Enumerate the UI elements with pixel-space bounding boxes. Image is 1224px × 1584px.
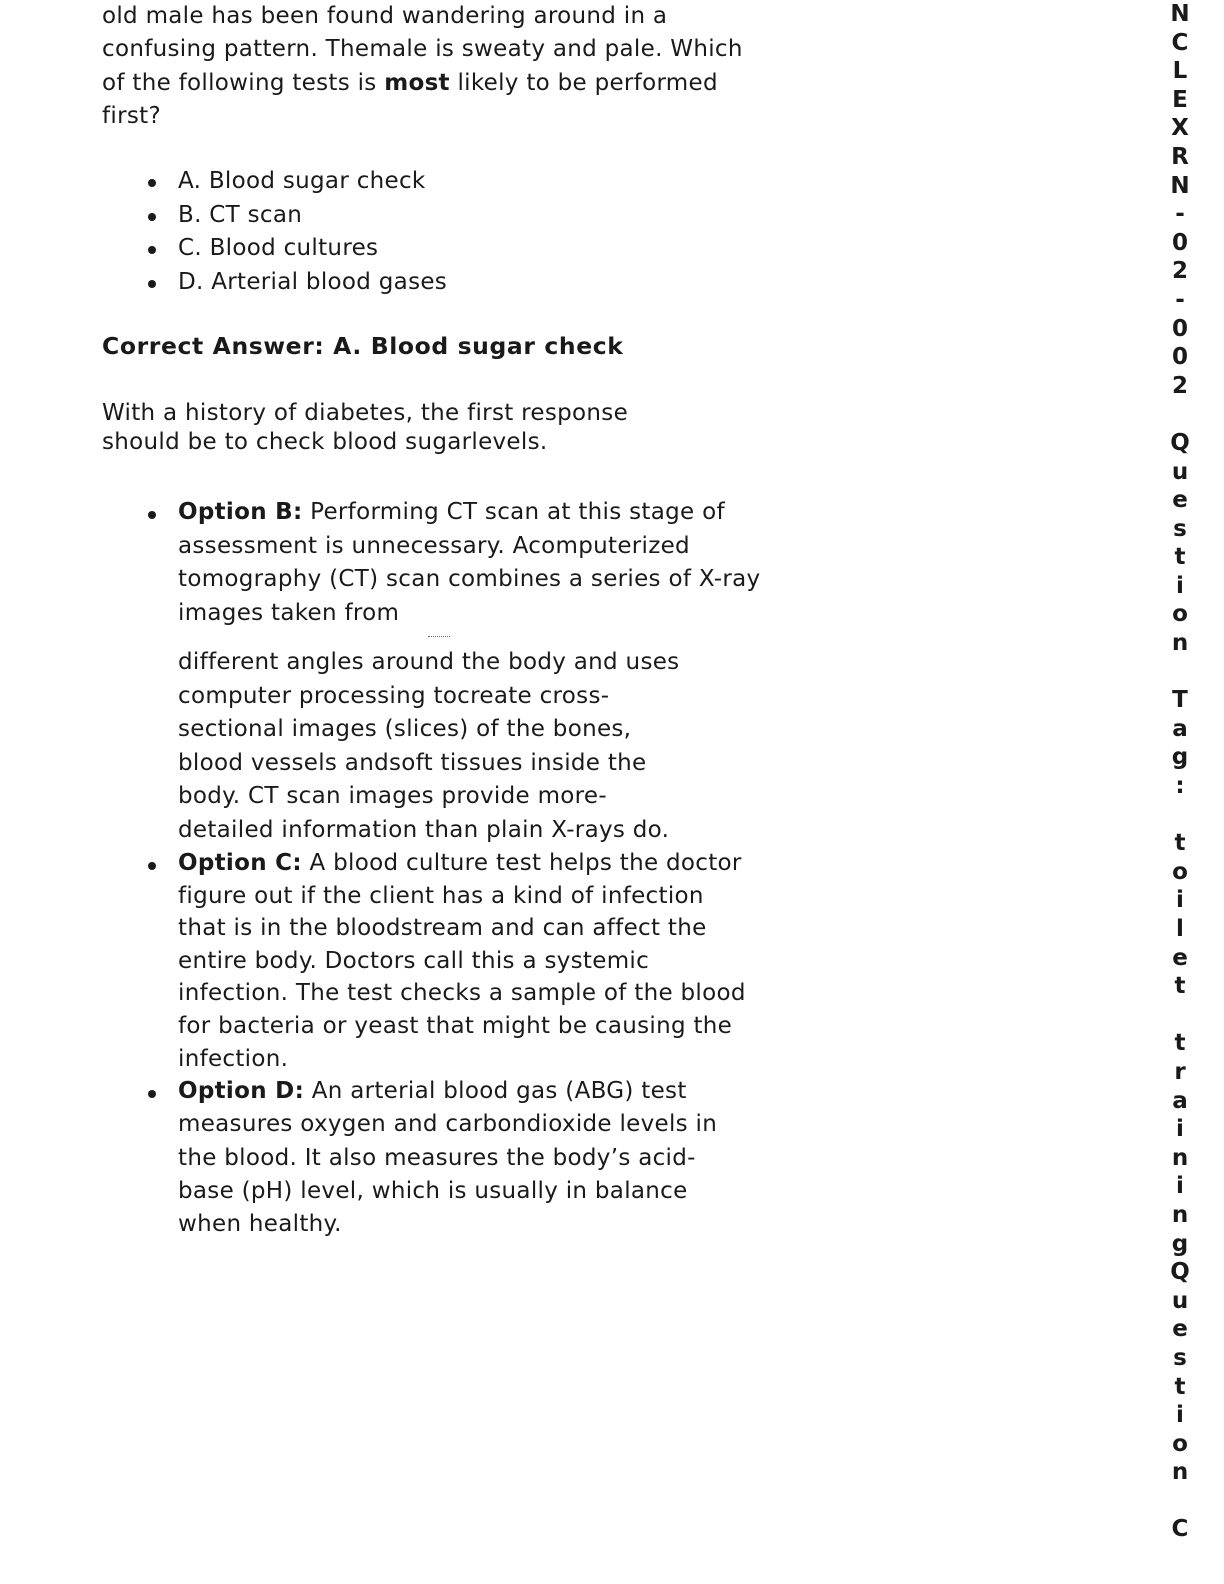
bullet-icon <box>148 511 156 519</box>
stem-line: first? <box>102 102 161 129</box>
side-tag-char: - <box>1175 201 1185 228</box>
explanation-line: blood vessels andsoft tissues inside the <box>178 749 647 776</box>
side-tag-char: X <box>1171 115 1189 142</box>
explanation-line: when healthy. <box>178 1210 342 1237</box>
side-tag-char <box>1166 658 1194 687</box>
bullet-icon <box>148 213 156 221</box>
explanation-line: images taken from <box>178 599 400 626</box>
side-tag-char: t <box>1174 1030 1186 1057</box>
explanation-option-d: Option D: An arterial blood gas (ABG) test measures oxygen and carbondioxide levels in the blood. It also measures the body’s acid- base (pH) level, which is usually in balance when healthy. <box>148 1075 808 1241</box>
explanation-line: different angles around the body and uses <box>178 649 680 675</box>
side-tag-char: r <box>1174 1058 1186 1085</box>
stem-line: old male has been found wandering around in a <box>102 3 668 29</box>
side-tag-char: a <box>1172 1087 1188 1114</box>
explanation-line: measures oxygen and carbondioxide levels in <box>178 1111 718 1138</box>
stem-line: of the following tests is most likely to be performed <box>102 69 718 96</box>
bullet-icon <box>148 280 156 288</box>
side-tag-char: E <box>1172 86 1188 113</box>
side-tag-char: 0 <box>1171 229 1188 256</box>
explanation-line: figure out if the client has a kind of infection <box>178 882 704 909</box>
side-tag-char: R <box>1171 143 1189 170</box>
side-tag-char: n <box>1171 1201 1189 1228</box>
explanation-line: infection. <box>178 1045 289 1072</box>
rationale-line: should be to check blood sugarlevels. <box>102 429 548 455</box>
side-tag-char: Q <box>1170 429 1190 456</box>
side-tag-char: e <box>1172 487 1188 514</box>
side-tag-char: T <box>1172 687 1188 714</box>
explanation-line: computer processing tocreate cross- <box>178 682 610 709</box>
explanation-line: body. CT scan images provide more- <box>178 783 607 809</box>
side-tag-char: i <box>1176 887 1184 914</box>
explanation-line: the blood. It also measures the body’s acid- <box>178 1144 696 1171</box>
explanation-option-c: Option C: A blood culture test helps the doctor figure out if the client has a kind of infection that is in the bloodstream and can affect the entire body. Doctors call this a systemic infection. The test checks a sample of the blood for bacteria or yeast that might be causing the infection. <box>148 847 808 1075</box>
rationale-line: With a history of diabetes, the first response <box>102 400 629 426</box>
side-tag-char: 0 <box>1171 344 1188 371</box>
side-tag-char: N <box>1170 1 1190 27</box>
emphasis-word: most <box>384 69 450 96</box>
side-tag-char: o <box>1172 858 1188 885</box>
side-tag-char: : <box>1175 773 1185 800</box>
side-tag-char: u <box>1171 458 1189 485</box>
bullet-icon <box>148 862 156 870</box>
side-tag-char: a <box>1172 715 1188 742</box>
rationale <box>102 399 628 457</box>
side-tag-char: o <box>1172 601 1188 628</box>
side-tag-char: t <box>1174 1373 1186 1400</box>
option-label: Option C: <box>178 850 302 876</box>
side-tag-char: t <box>1174 830 1186 857</box>
side-tag-char: i <box>1176 572 1184 599</box>
explanation-line: sectional images (slices) of the bones, <box>178 716 632 742</box>
side-tag-char: s <box>1173 1344 1187 1371</box>
side-tag-char: 2 <box>1171 372 1188 399</box>
explanation-line: tomography (CT) scan combines a series of X-ray <box>178 566 761 592</box>
side-tag-char: N <box>1170 172 1190 199</box>
answer-options <box>148 165 447 299</box>
explanation-line: for bacteria or yeast that might be causing the <box>178 1012 733 1039</box>
side-tag-char <box>1166 1001 1194 1030</box>
explanation-line: detailed information than plain X-rays do. <box>178 816 670 843</box>
side-tag-char: e <box>1172 1316 1188 1343</box>
side-tag-char: i <box>1176 1402 1184 1429</box>
page-break-mark <box>428 636 450 638</box>
side-tag-char: 0 <box>1171 315 1188 342</box>
explanation-option-b: Option B: Performing CT scan at this stage of assessment is unnecessary. Acomputerized tomography (CT) scan combines a series of X-ray images taken from different angles around the body and uses computer processing tocreate cross- sectional images (slices) of the bones, blood vessels andsoft tissues inside the body. CT scan images provide more- detailed information than plain X-rays do. <box>148 496 808 847</box>
explanation-line: base (pH) level, which is usually in balance <box>178 1177 688 1204</box>
option-b: B. CT scan <box>148 199 447 233</box>
explanation-line: infection. The test checks a sample of the blood <box>178 980 746 1007</box>
correct-answer-heading: Correct Answer: A. Blood sugar check <box>102 332 624 360</box>
side-tag-char: i <box>1176 1173 1184 1200</box>
side-tag-char: e <box>1172 944 1188 971</box>
side-tag-char <box>1166 400 1194 429</box>
side-tag-char: t <box>1174 973 1186 1000</box>
side-tag-char: u <box>1171 1287 1189 1314</box>
option-c: C. Blood cultures <box>148 232 447 266</box>
side-tag-char: n <box>1171 1144 1189 1171</box>
side-tag-char: C <box>1171 1516 1189 1543</box>
bullet-icon <box>148 1090 156 1098</box>
vertical-question-tag <box>1166 0 1194 1544</box>
bullet-icon <box>148 179 156 187</box>
side-tag-char: Q <box>1170 1259 1190 1286</box>
option-a: A. Blood sugar check <box>148 165 447 199</box>
explanation-line: entire body. Doctors call this a systemic <box>178 947 650 974</box>
option-explanations <box>148 496 808 1241</box>
question-stem <box>102 0 792 133</box>
side-tag-char: i <box>1176 1116 1184 1143</box>
side-tag-char: L <box>1172 58 1188 85</box>
side-tag-char <box>1166 801 1194 830</box>
side-tag-char: t <box>1174 544 1186 571</box>
side-tag-char: s <box>1173 515 1187 542</box>
side-tag-char: g <box>1171 744 1189 771</box>
side-tag-char: n <box>1171 630 1189 657</box>
side-tag-char: - <box>1175 286 1185 313</box>
side-tag-char: n <box>1171 1459 1189 1486</box>
option-label: Option B: <box>178 499 303 525</box>
stem-line: confusing pattern. Themale is sweaty and pale. Which <box>102 36 743 63</box>
side-tag-char: 2 <box>1171 258 1188 285</box>
page-break-gap <box>178 630 808 646</box>
side-tag-char: C <box>1171 29 1189 56</box>
bullet-icon <box>148 246 156 254</box>
explanation-line: assessment is unnecessary. Acomputerized <box>178 532 690 559</box>
option-label: Option D: <box>178 1078 305 1105</box>
explanation-line: that is in the bloodstream and can affect the <box>178 915 707 942</box>
option-d: D. Arterial blood gases <box>148 266 447 300</box>
side-tag-char: g <box>1171 1230 1189 1257</box>
side-tag-char <box>1166 1487 1194 1516</box>
side-tag-char: o <box>1172 1430 1188 1457</box>
side-tag-char: l <box>1176 916 1184 942</box>
